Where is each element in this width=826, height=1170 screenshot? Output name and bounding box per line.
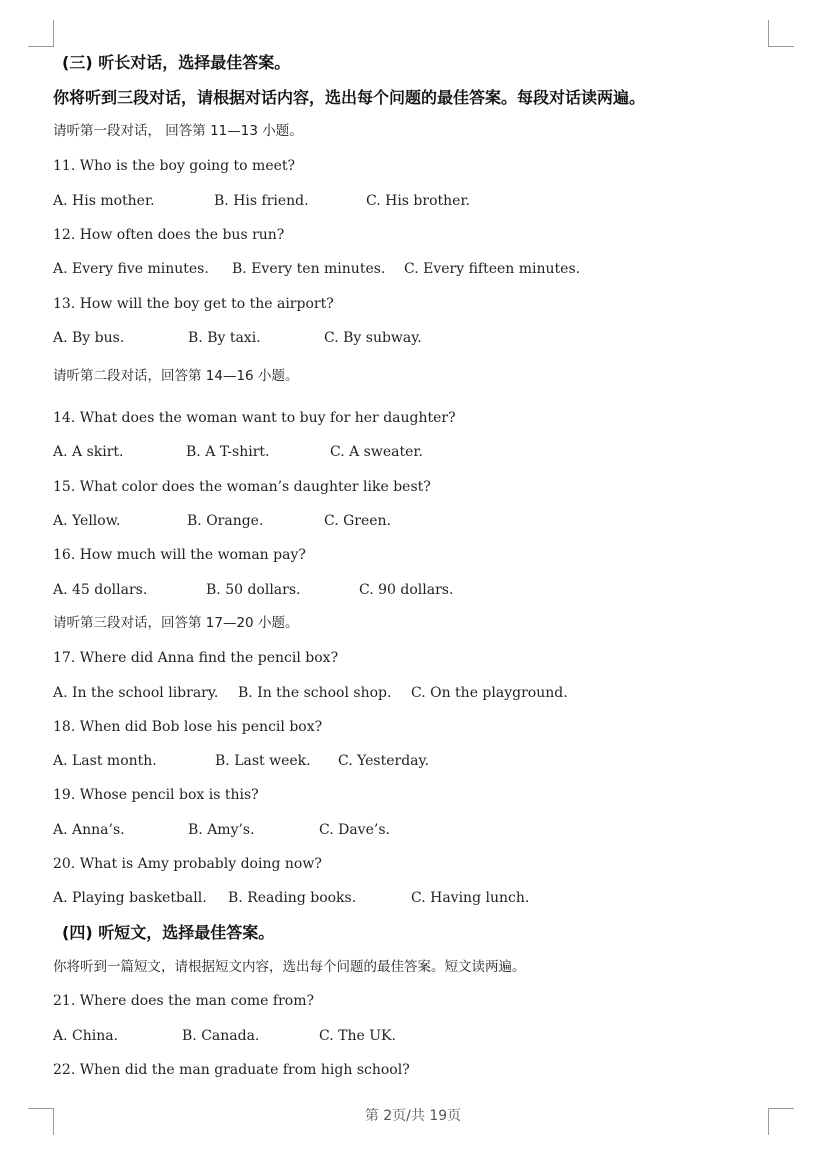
question-text: 18. When did Bob lose his pencil box? <box>53 719 323 735</box>
option-c: C. On the playground. <box>411 685 568 701</box>
option-b: B. 50 dollars. <box>206 582 301 598</box>
conversation-instruction: 请听第二段对话，回答第 14—16 小题。 <box>53 368 299 384</box>
option-a: A. In the school library. <box>53 685 219 701</box>
question-text: 20. What is Amy probably doing now? <box>53 856 322 872</box>
option-a: A. China. <box>53 1028 119 1044</box>
question-text: 14. What does the woman want to buy for her daughter? <box>53 410 456 426</box>
option-c: C. 90 dollars. <box>359 582 454 598</box>
question-text: 12. How often does the bus run? <box>53 227 285 243</box>
page-number: 第 2页/共 19页 <box>364 1108 462 1124</box>
option-a: A. A skirt. <box>53 444 124 460</box>
question-text: 21. Where does the man come from? <box>53 993 314 1009</box>
option-b: B. Canada. <box>182 1028 260 1044</box>
option-c: C. The UK. <box>319 1028 396 1044</box>
crop-mark <box>53 20 54 47</box>
option-c: C. Yesterday. <box>338 753 430 769</box>
option-a: A. By bus. <box>53 330 125 346</box>
option-a: A. Anna’s. <box>53 822 125 838</box>
question-text: 13. How will the boy get to the airport? <box>53 296 334 312</box>
question-text: 19. Whose pencil box is this? <box>53 787 259 803</box>
section-instruction: 你将听到三段对话，请根据对话内容，选出每个问题的最佳答案。每段对话读两遍。 <box>53 88 646 107</box>
question-text: 15. What color does the woman’s daughter like best? <box>53 479 431 495</box>
option-a: A. Playing basketball. <box>53 890 207 906</box>
option-c: C. Dave’s. <box>319 822 390 838</box>
option-c: C. A sweater. <box>330 444 423 460</box>
question-text: 16. How much will the woman pay? <box>53 547 306 563</box>
question-text: 17. Where did Anna find the pencil box? <box>53 650 339 666</box>
crop-mark <box>28 46 54 47</box>
question-text: 11. Who is the boy going to meet? <box>53 158 296 174</box>
conversation-instruction: 请听第三段对话，回答第 17—20 小题。 <box>53 615 299 631</box>
section-instruction: 你将听到一篇短文，请根据短文内容，选出每个问题的最佳答案。短文读两遍。 <box>53 959 526 975</box>
option-a: A. Last month. <box>53 753 157 769</box>
option-a: A. Yellow. <box>53 513 121 529</box>
option-b: B. A T-shirt. <box>186 444 270 460</box>
option-b: B. His friend. <box>214 193 309 209</box>
option-b: B. Every ten minutes. <box>232 261 386 277</box>
option-c: C. By subway. <box>324 330 422 346</box>
question-text: 22. When did the man graduate from high school? <box>53 1062 410 1078</box>
option-c: C. Having lunch. <box>411 890 530 906</box>
crop-mark <box>768 46 794 47</box>
option-b: B. Amy’s. <box>188 822 255 838</box>
option-a: A. His mother. <box>53 193 155 209</box>
option-c: C. Every fifteen minutes. <box>404 261 581 277</box>
option-b: B. In the school shop. <box>238 685 392 701</box>
option-b: B. By taxi. <box>188 330 261 346</box>
option-c: C. His brother. <box>366 193 471 209</box>
section-title: (三) 听长对话，选择最佳答案。 <box>62 53 291 72</box>
option-b: B. Orange. <box>187 513 264 529</box>
conversation-instruction: 请听第一段对话， 回答第 11—13 小题。 <box>53 123 303 139</box>
crop-mark <box>768 20 769 47</box>
option-a: A. 45 dollars. <box>53 582 148 598</box>
option-c: C. Green. <box>324 513 392 529</box>
section-title: (四) 听短文，选择最佳答案。 <box>62 923 275 942</box>
option-b: B. Last week. <box>215 753 311 769</box>
option-a: A. Every five minutes. <box>53 261 209 277</box>
option-b: B. Reading books. <box>228 890 357 906</box>
